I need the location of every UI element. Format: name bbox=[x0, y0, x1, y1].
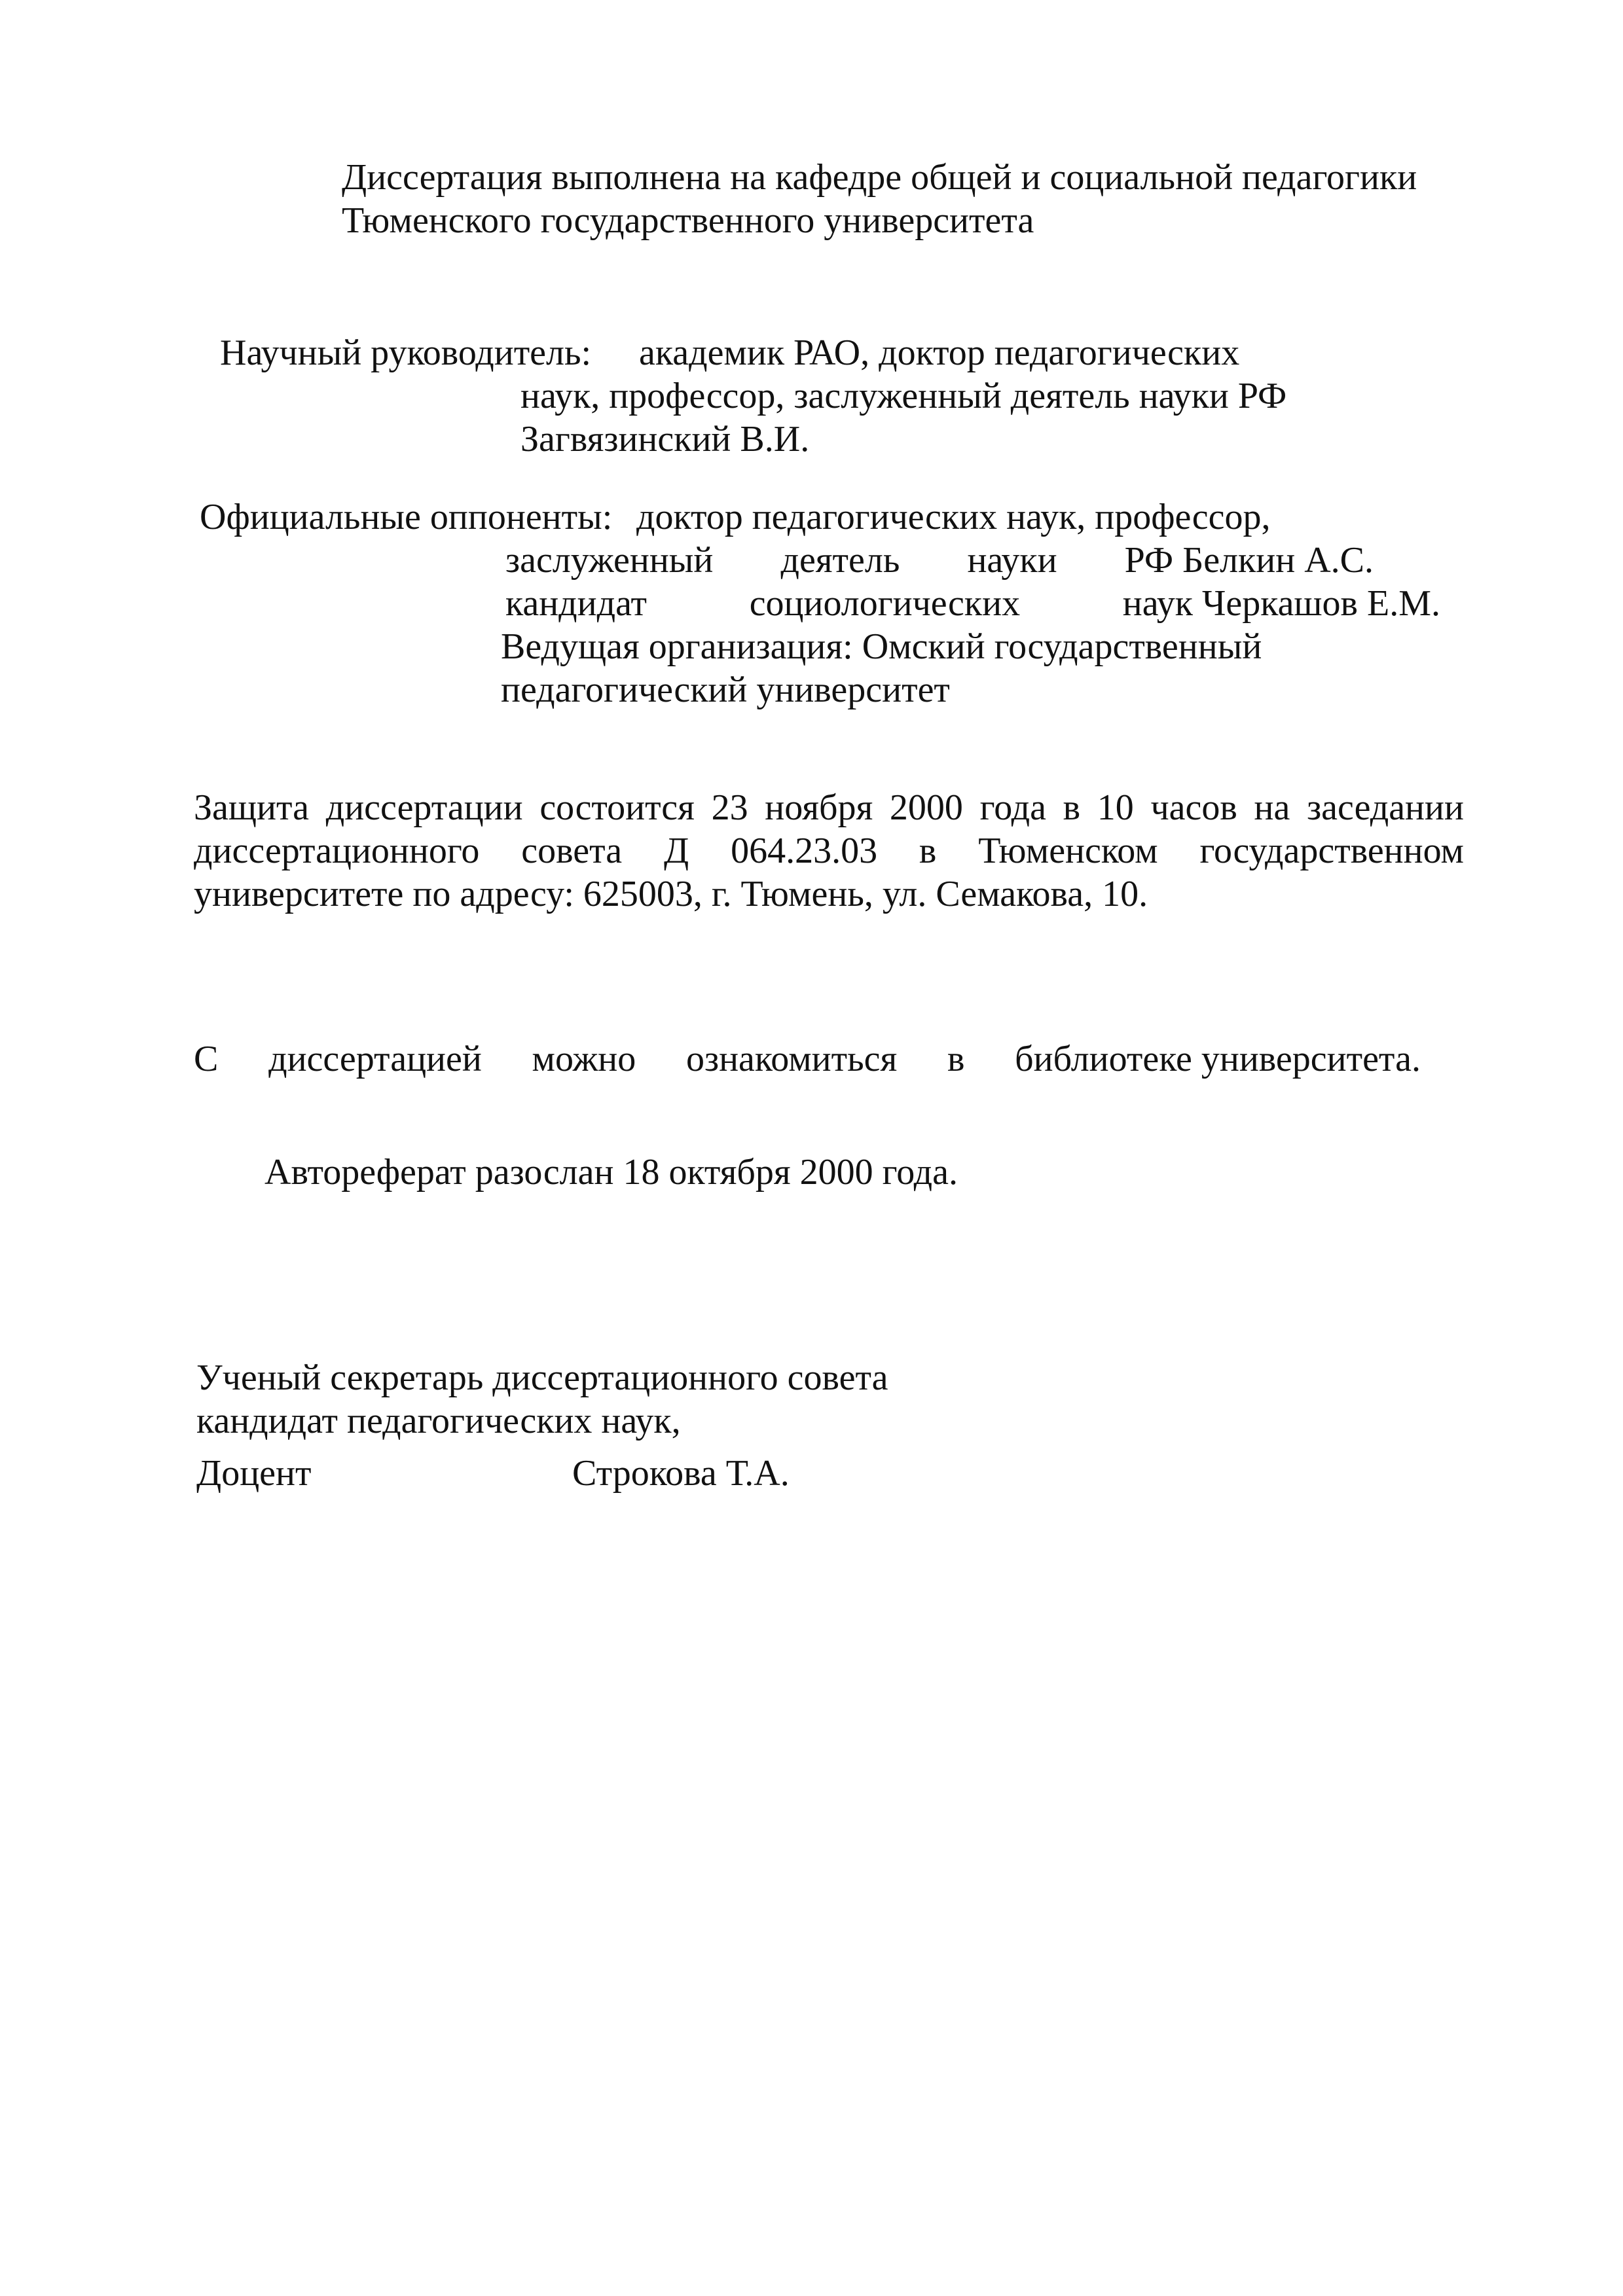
word: можно bbox=[532, 1039, 636, 1079]
intro-line-1: Диссертация выполнена на кафедре общей и социальной педагогики bbox=[342, 157, 1417, 198]
defense-line-3: университете по адресу: 625003, г. Тюмень, ул. Семакова, 10. bbox=[194, 874, 1148, 914]
word: диссертационного bbox=[194, 831, 480, 871]
supervisor-line-3: Загвязинский В.И. bbox=[520, 419, 810, 459]
word: на bbox=[1254, 787, 1290, 828]
word: деятель bbox=[780, 540, 900, 581]
word: заседании bbox=[1307, 787, 1464, 828]
word: Д bbox=[664, 831, 689, 871]
defense-line-1 bbox=[194, 786, 1464, 829]
lead-org-line-2: педагогический университет bbox=[501, 670, 950, 710]
word: 23 bbox=[711, 787, 748, 828]
word: Тюменском bbox=[978, 831, 1158, 871]
word: в bbox=[919, 831, 937, 871]
opponents-label: Официальные оппоненты: bbox=[200, 497, 613, 537]
word: С bbox=[194, 1039, 219, 1079]
word: Защита bbox=[194, 787, 310, 828]
secretary-title: Доцент bbox=[196, 1453, 312, 1494]
word: совета bbox=[521, 831, 623, 871]
supervisor-line-1: академик РАО, доктор педагогических bbox=[639, 332, 1240, 373]
mailing-line: Автореферат разослан 18 октября 2000 года. bbox=[264, 1152, 958, 1193]
library-line bbox=[194, 1037, 1421, 1081]
lead-org-line-1: Ведущая организация: Омский государственный bbox=[501, 626, 1262, 667]
word: состоится bbox=[539, 787, 695, 828]
opponents-line-2 bbox=[505, 539, 1374, 582]
word: науки bbox=[967, 540, 1057, 581]
supervisor-line-2: наук, профессор, заслуженный деятель науки РФ bbox=[520, 376, 1287, 416]
secretary-name: Строкова Т.А. bbox=[572, 1453, 790, 1494]
word: в bbox=[1063, 787, 1081, 828]
opponents-line-1: доктор педагогических наук, профессор, bbox=[636, 497, 1271, 537]
word: в bbox=[947, 1039, 965, 1079]
word: кандидат bbox=[505, 583, 647, 624]
word: диссертации bbox=[325, 787, 523, 828]
opponents-line-3 bbox=[505, 582, 1440, 625]
word: ознакомиться bbox=[685, 1039, 898, 1079]
word: библиотеке университета. bbox=[1015, 1039, 1421, 1079]
word: часов bbox=[1150, 787, 1237, 828]
word: 2000 bbox=[889, 787, 963, 828]
word: 10 bbox=[1097, 787, 1134, 828]
secretary-line-1: Ученый секретарь диссертационного совета bbox=[196, 1357, 888, 1398]
supervisor-label: Научный руководитель: bbox=[220, 332, 592, 373]
intro-line-2: Тюменского государственного университета bbox=[342, 200, 1034, 241]
word: РФ Белкин А.С. bbox=[1124, 540, 1374, 581]
word: государственном bbox=[1199, 831, 1464, 871]
secretary-line-2: кандидат педагогических наук, bbox=[196, 1401, 681, 1441]
word: заслуженный bbox=[505, 540, 714, 581]
word: ноября bbox=[765, 787, 873, 828]
word: диссертацией bbox=[268, 1039, 482, 1079]
word: года bbox=[979, 787, 1046, 828]
word: наук Черкашов Е.М. bbox=[1122, 583, 1440, 624]
defense-line-2 bbox=[194, 829, 1464, 872]
word: социологических bbox=[749, 583, 1021, 624]
word: 064.23.03 bbox=[731, 831, 878, 871]
